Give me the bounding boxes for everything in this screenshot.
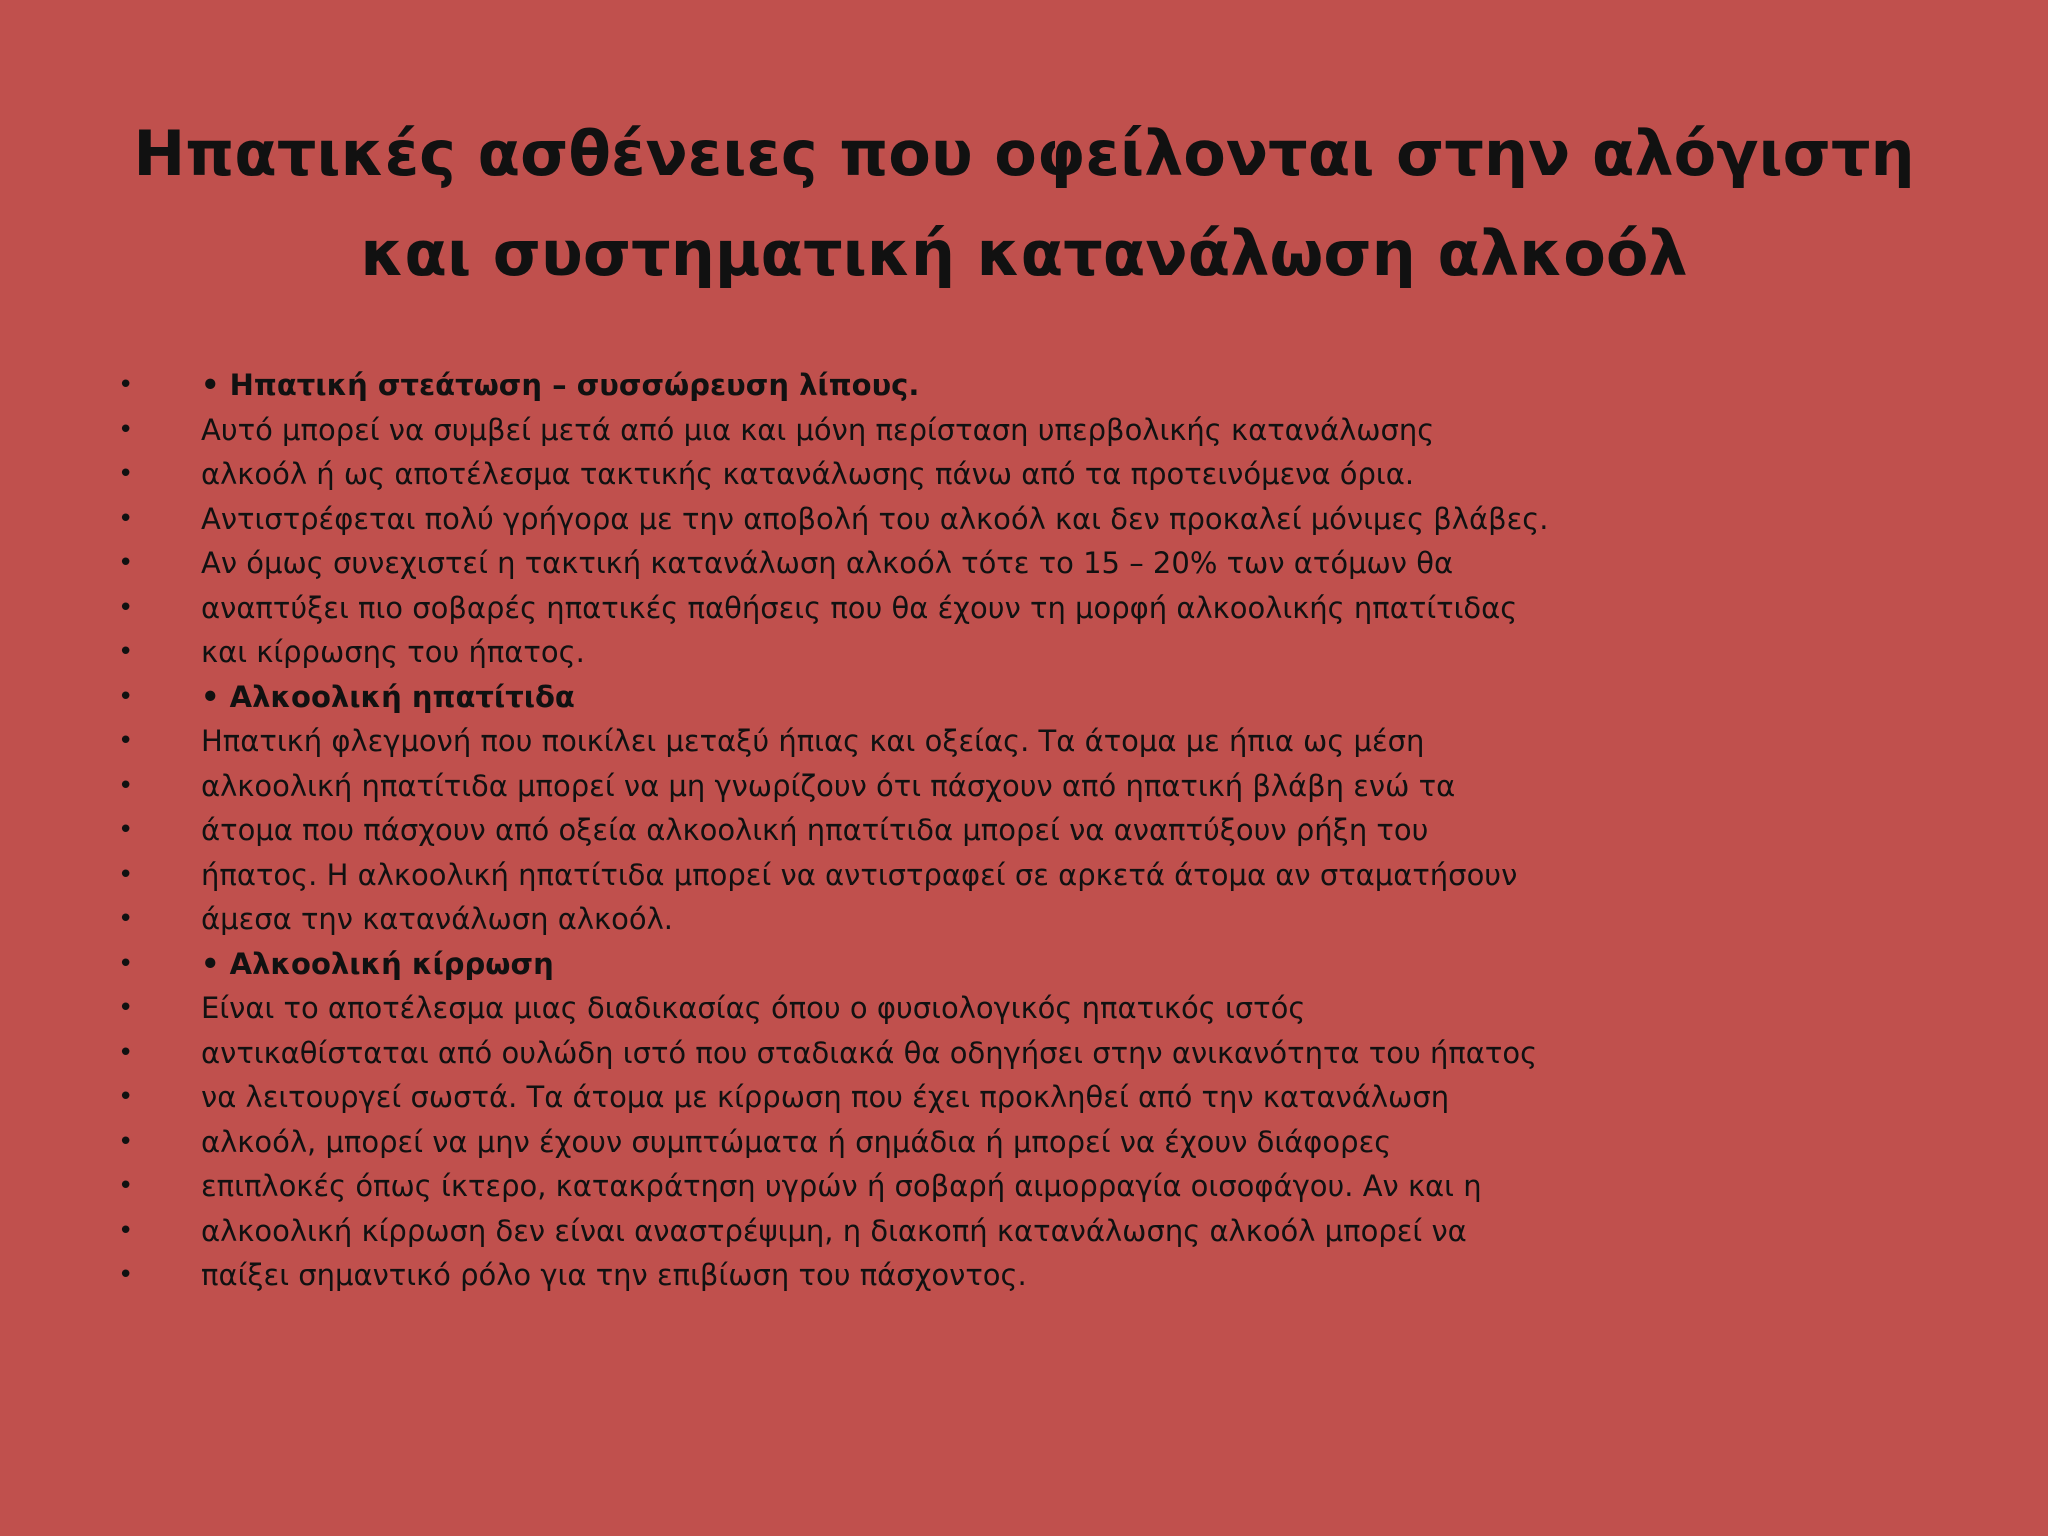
- list-item-text: • Ηπατική στεάτωση – συσσώρευση λίπους.: [201, 368, 920, 402]
- list-item: [118, 1075, 1978, 1120]
- list-item-text: Αυτό μπορεί να συμβεί μετά από μια και μόνη περίσταση υπερβολικής κατανάλωσης: [201, 412, 1435, 447]
- list-item-text: ήπατος. Η αλκοολική ηπατίτιδα μπορεί να αντιστραφεί σε αρκετά άτομα αν σταματήσουν: [201, 857, 1518, 892]
- bullet-list: [118, 363, 1978, 1298]
- slide-title-line: και συστηματική κατανάλωση αλκοόλ: [360, 217, 1688, 290]
- list-item-text: αντικαθίσταται από ουλώδη ιστό που σταδιακά θα οδηγήσει στην ανικανότητα του ήπατος: [201, 1035, 1538, 1070]
- bullet-marker: •: [118, 414, 134, 445]
- section-heading-item: [118, 675, 1978, 720]
- bullet-marker: •: [118, 1082, 134, 1112]
- bullet-marker: •: [118, 948, 134, 979]
- bullet-marker: •: [118, 770, 134, 801]
- list-item: [118, 408, 1978, 453]
- list-item-text: αλκοολική ηπατίτιδα μπορεί να μη γνωρίζουν ότι πάσχουν από ηπατική βλάβη ενώ τα: [201, 768, 1456, 803]
- bullet-marker: •: [118, 637, 134, 667]
- bullet-marker: •: [118, 1126, 134, 1157]
- list-item: [118, 986, 1978, 1031]
- list-item: [118, 630, 1978, 675]
- list-item-text: • Αλκοολική κίρρωση: [201, 946, 554, 981]
- list-item-text: και κίρρωσης του ήπατος.: [201, 635, 585, 669]
- list-item-text: επιπλοκές όπως ίκτερο, κατακράτηση υγρών ή σοβαρή αιμορραγία οισοφάγου. Αν και η: [201, 1169, 1482, 1203]
- list-item-text: να λειτουργεί σωστά. Τα άτομα με κίρρωση που έχει προκληθεί από την κατανάλωση: [201, 1080, 1450, 1114]
- slide-title-line: Ηπατικές ασθένειες που οφείλονται στην αλόγιστη: [133, 117, 1915, 190]
- bullet-marker: •: [118, 592, 134, 623]
- slide-title: [100, 104, 1948, 304]
- bullet-marker: •: [118, 993, 134, 1023]
- list-item: [118, 1209, 1978, 1254]
- section-heading-item: [118, 363, 1978, 408]
- list-item-text: Είναι το αποτέλεσμα μιας διαδικασίας όπου ο φυσιολογικός ηπατικός ιστός: [201, 991, 1306, 1025]
- list-item: [118, 497, 1978, 542]
- list-item: [118, 897, 1978, 942]
- list-item: [118, 764, 1978, 809]
- bullet-marker: •: [118, 370, 134, 400]
- list-item: [118, 541, 1978, 586]
- list-item: [118, 808, 1978, 853]
- bullet-marker: •: [118, 859, 134, 890]
- bullet-marker: •: [118, 726, 134, 756]
- list-item-text: αλκοολική κίρρωση δεν είναι αναστρέψιμη, η διακοπή κατανάλωσης αλκοόλ μπορεί να: [201, 1213, 1467, 1248]
- bullet-marker: •: [118, 548, 134, 578]
- list-item-text: Αντιστρέφεται πολύ γρήγορα με την αποβολή του αλκοόλ και δεν προκαλεί μόνιμες βλάβες.: [201, 501, 1549, 536]
- list-item-text: Αν όμως συνεχιστεί η τακτική κατανάλωση αλκοόλ τότε το 15 – 20% των ατόμων θα: [201, 546, 1454, 580]
- list-item: [118, 586, 1978, 631]
- list-item-text: αλκοόλ ή ως αποτέλεσμα τακτικής κατανάλωσης πάνω από τα προτεινόμενα όρια.: [201, 457, 1415, 491]
- list-item: [118, 853, 1978, 898]
- list-item-text: άμεσα την κατανάλωση αλκοόλ.: [201, 902, 673, 936]
- bullet-marker: •: [118, 1215, 134, 1246]
- list-item: [118, 1164, 1978, 1209]
- list-item: [118, 1031, 1978, 1076]
- bullet-marker: •: [118, 503, 134, 534]
- list-item-text: άτομα που πάσχουν από οξεία αλκοολική ηπατίτιδα μπορεί να αναπτύξουν ρήξη του: [201, 813, 1429, 847]
- list-item-text: αλκοόλ, μπορεί να μην έχουν συμπτώματα ή σημάδια ή μπορεί να έχουν διάφορες: [201, 1124, 1392, 1159]
- list-item-text: • Αλκοολική ηπατίτιδα: [201, 679, 575, 714]
- bullet-marker: •: [118, 1171, 134, 1201]
- bullet-marker: •: [118, 1037, 134, 1068]
- list-item-text: αναπτύξει πιο σοβαρές ηπατικές παθήσεις που θα έχουν τη μορφή αλκοολικής ηπατίτιδας: [201, 590, 1518, 625]
- list-item: [118, 1120, 1978, 1165]
- list-item-text: παίξει σημαντικό ρόλο για την επιβίωση του πάσχοντος.: [201, 1258, 1027, 1292]
- bullet-marker: •: [118, 459, 134, 489]
- list-item: [118, 1253, 1978, 1298]
- section-heading-item: [118, 942, 1978, 987]
- bullet-marker: •: [118, 815, 134, 845]
- list-item: [118, 719, 1978, 764]
- bullet-marker: •: [118, 904, 134, 934]
- bullet-marker: •: [118, 1260, 134, 1290]
- list-item: [118, 452, 1978, 497]
- list-item-text: Ηπατική φλεγμονή που ποικίλει μεταξύ ήπιας και οξείας. Τα άτομα με ήπια ως μέση: [201, 724, 1425, 758]
- bullet-marker: •: [118, 681, 134, 712]
